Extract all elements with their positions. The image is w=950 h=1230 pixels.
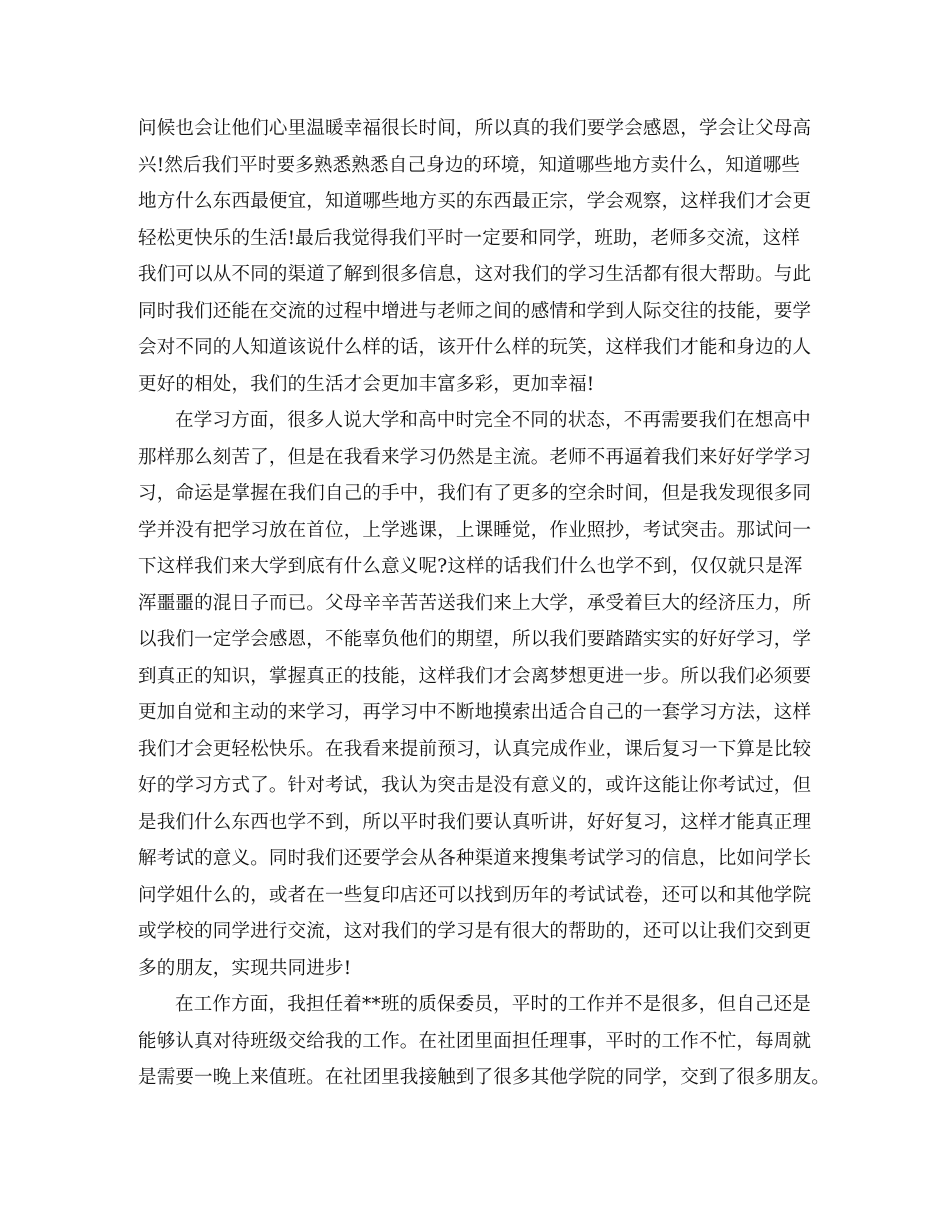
text-line: 轻松更快乐的生活!最后我觉得我们平时一定要和同学，班助，老师多交流，这样: [138, 227, 801, 249]
text-line: 会对不同的人知道该说什么样的话，该开什么样的玩笑，这样我们才能和身边的人: [138, 337, 812, 358]
text-line: 我们可以从不同的渠道了解到很多信息，这对我们的学习生活都有很大帮助。与此: [138, 264, 812, 285]
text-line: 多的朋友，实现共同进步!: [138, 957, 352, 979]
text-line: 是需要一晚上来值班。在社团里我接触到了很多其他学院的同学，交到了很多朋友。: [138, 1067, 830, 1088]
text-line: 习，命运是掌握在我们自己的手中，我们有了更多的空余时间，但是我发现很多同: [138, 483, 812, 504]
text-line: 地方什么东西最便宜，知道哪些地方买的东西最正宗，学会观察，这样我们才会更: [138, 191, 812, 212]
text-line: 同时我们还能在交流的过程中增进与老师之间的感情和学到人际交往的技能，要学: [138, 300, 812, 322]
text-line: 下这样我们来大学到底有什么意义呢?这样的话我们什么也学不到，仅仅就只是浑: [138, 556, 803, 577]
text-line: 到真正的知识，掌握真正的技能，这样我们才会离梦想更进一步。所以我们必须要: [138, 665, 812, 687]
text-line: 是我们什么东西也学不到，所以平时我们要认真听讲，好好复习，这样才能真正理: [138, 811, 812, 833]
text-line: 能够认真对待班级交给我的工作。在社团里面担任理事，平时的工作不忙，每周就: [138, 1030, 812, 1052]
text-line: 兴!然后我们平时要多熟悉熟悉自己身边的环境，知道哪些地方卖什么，知道哪些: [138, 154, 801, 176]
text-line: 那样那么刻苦了，但是在我看来学习仍然是主流。老师不再逼着我们来好好学学习: [138, 446, 812, 468]
text-line: 问学姐什么的，或者在一些复印店还可以找到历年的考试试卷，还可以和其他学院: [138, 884, 812, 906]
text-line: 解考试的意义。同时我们还要学会从各种渠道来搜集考试学习的信息，比如问学长: [138, 848, 812, 869]
text-line: 我们才会更轻松快乐。在我看来提前预习，认真完成作业，课后复习一下算是比较: [138, 738, 812, 760]
text-line: 更加自觉和主动的来学习，再学习中不断地摸索出适合自己的一套学习方法，这样: [138, 702, 812, 723]
paragraph-start-line: 在工作方面，我担任着**班的质保委员，平时的工作并不是很多，但自己还是: [175, 994, 812, 1015]
text-line: 问候也会让他们心里温暖幸福很长时间，所以真的我们要学会感恩，学会让父母高: [138, 118, 812, 139]
text-line: 以我们一定学会感恩，不能辜负他们的期望，所以我们要踏踏实实的好好学习，学: [138, 629, 812, 650]
text-line: 浑噩噩的混日子而已。父母辛辛苦苦送我们来上大学，承受着巨大的经济压力，所: [138, 592, 812, 614]
text-line: 或学校的同学进行交流，这对我们的学习是有很大的帮助的，还可以让我们交到更: [138, 921, 812, 942]
paragraph-start-line: 在学习方面，很多人说大学和高中时完全不同的状态，不再需要我们在想高中: [175, 410, 811, 431]
text-line: 学并没有把学习放在首位，上学逃课，上课睡觉，作业照抄，考试突击。那试问一: [138, 519, 812, 541]
text-line: 更好的相处，我们的生活才会更加丰富多彩，更加幸福!: [138, 373, 595, 395]
text-line: 好的学习方式了。针对考试，我认为突击是没有意义的，或许这能让你考试过，但: [138, 775, 812, 796]
